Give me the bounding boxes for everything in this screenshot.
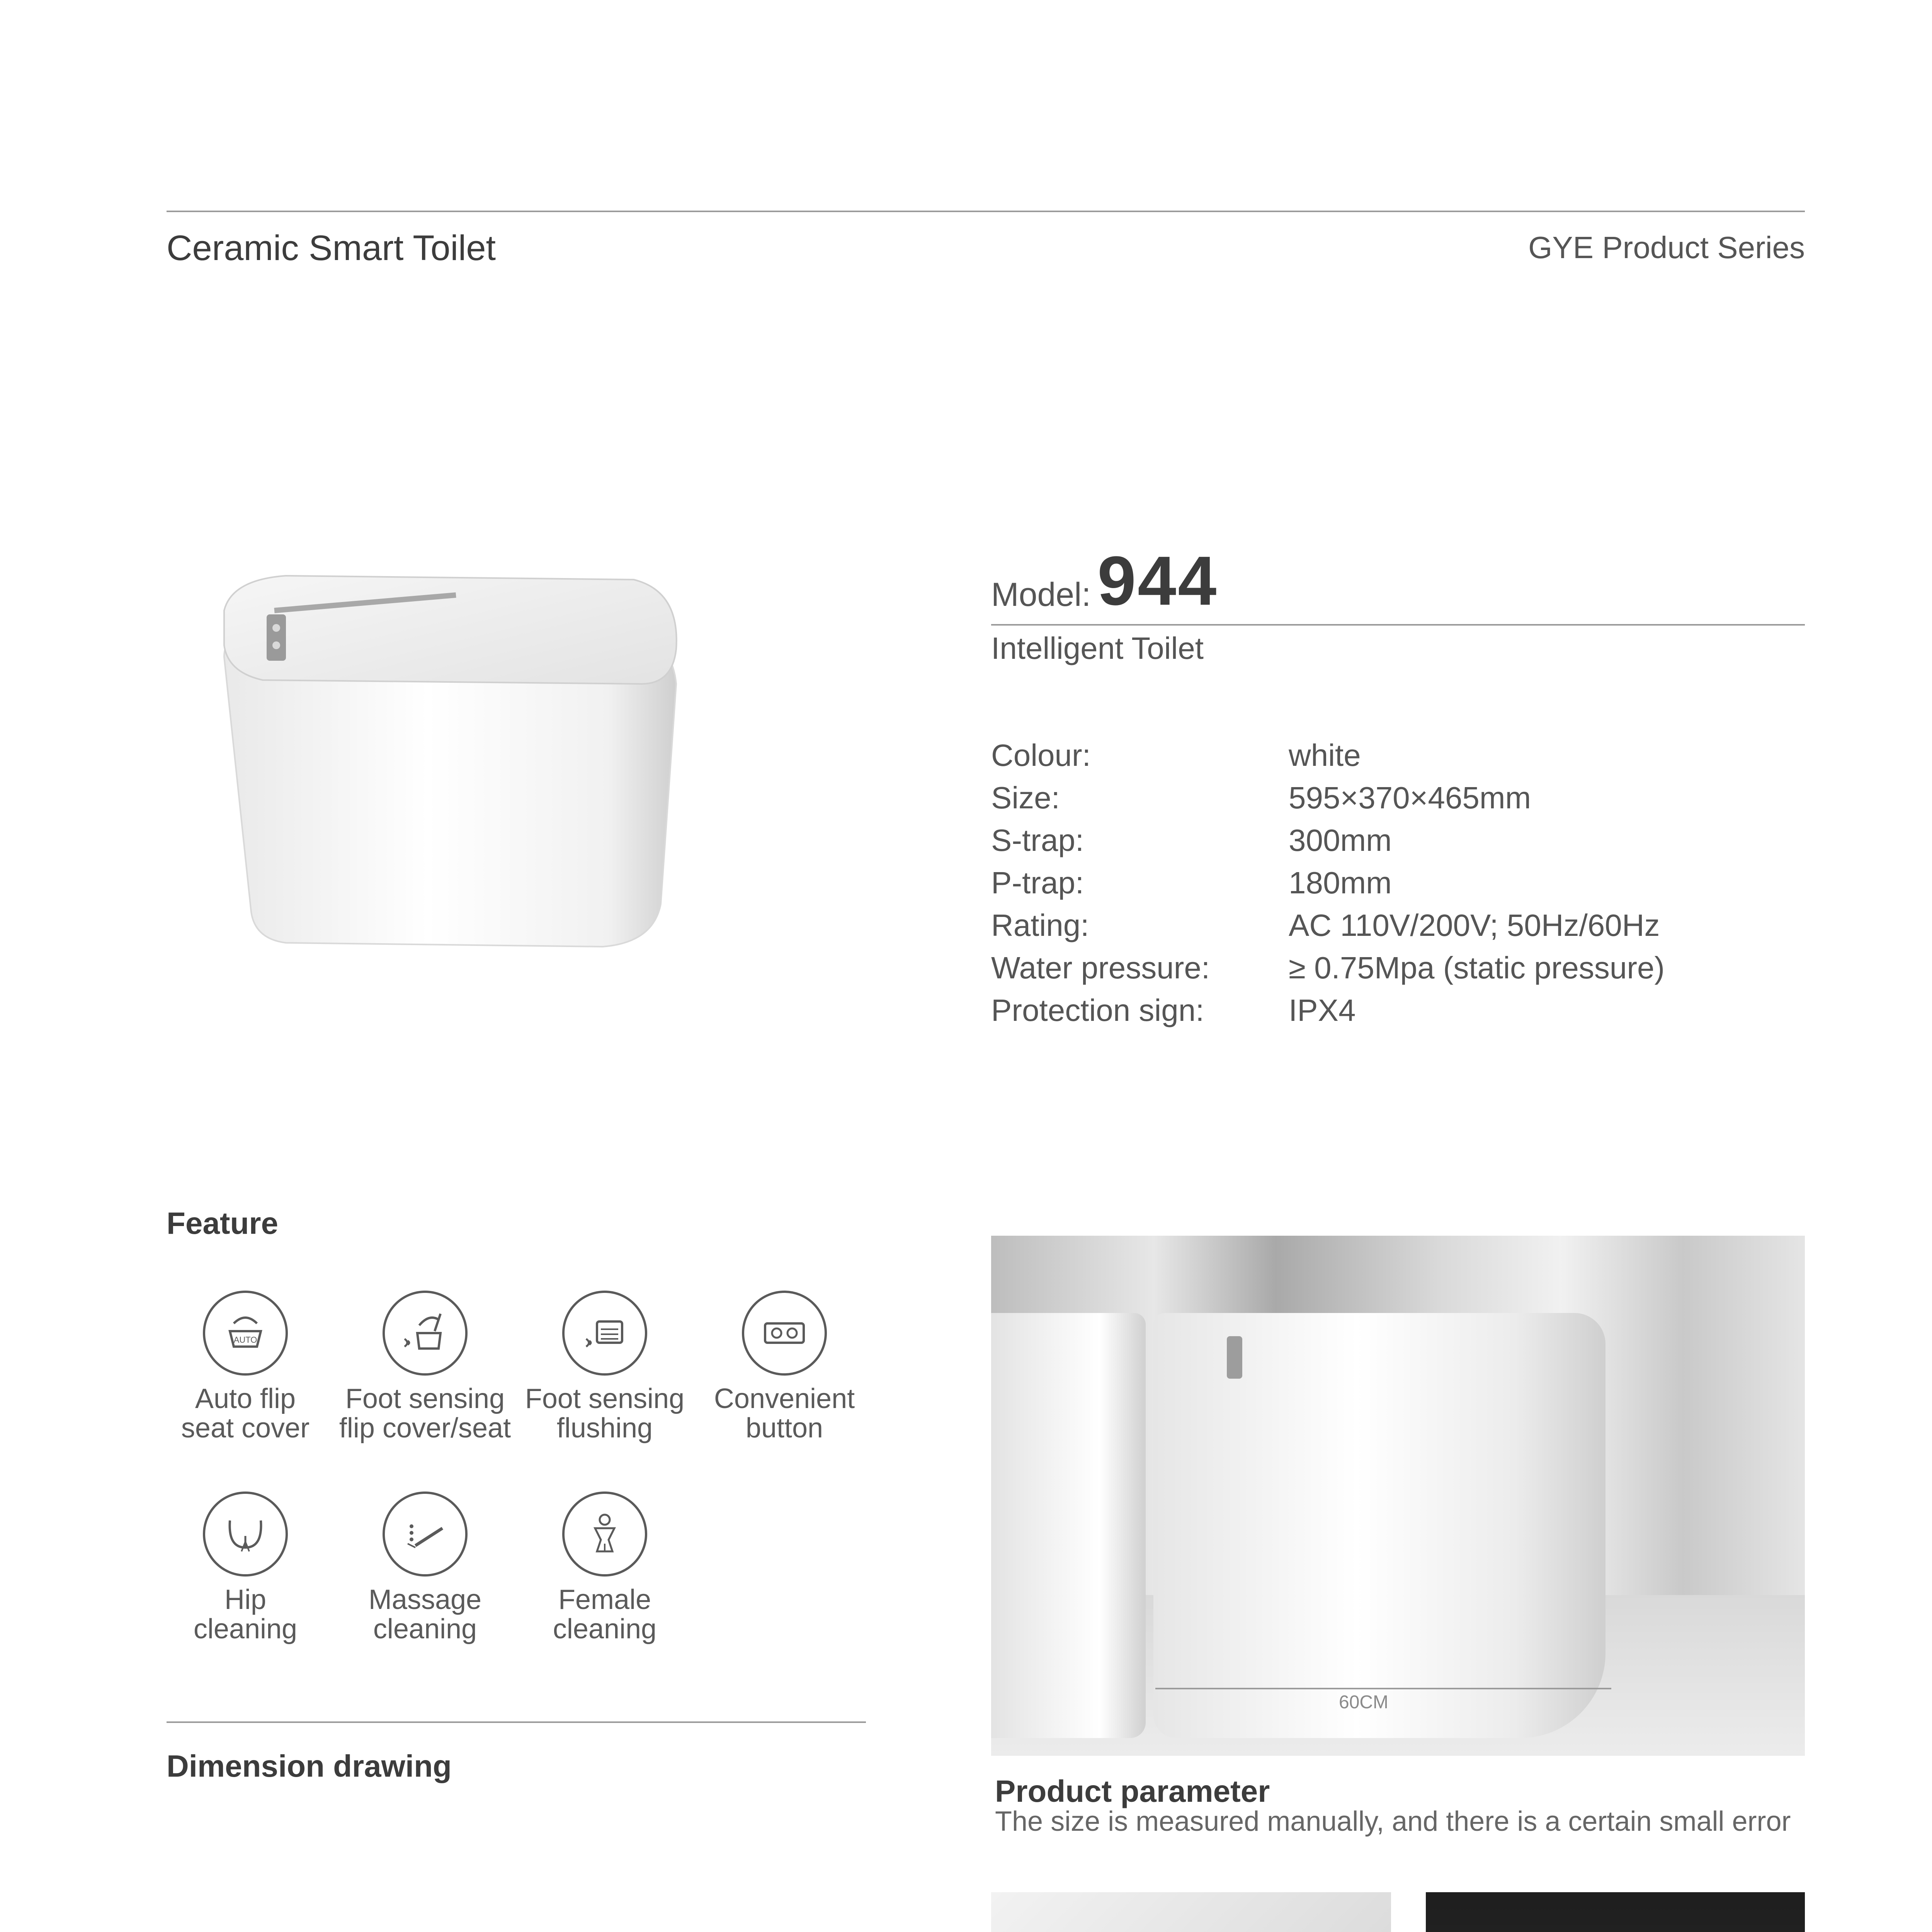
female-cleaning-icon	[562, 1492, 647, 1577]
feature-label: Convenient button	[714, 1383, 855, 1444]
feature-item	[334, 1492, 516, 1644]
model-label: Model:	[991, 576, 1091, 613]
feature-label: Massage cleaning	[368, 1584, 482, 1645]
feature-title: Feature	[167, 1206, 278, 1240]
hip-cleaning-icon	[203, 1492, 288, 1577]
foot-sensing-flip-icon	[383, 1291, 468, 1376]
spec-row	[991, 819, 1665, 862]
spec-key: Protection sign:	[991, 993, 1204, 1027]
dimension-rule	[167, 1721, 866, 1723]
model-number: 944	[1097, 542, 1218, 620]
spec-row	[991, 777, 1665, 819]
spec-value: 180mm	[1289, 866, 1392, 900]
header-rule	[167, 211, 1805, 212]
feature-label: Hip cleaning	[193, 1584, 298, 1645]
product-parameter-title: Product parameter	[995, 1774, 1270, 1808]
measure-label: 60CM	[1339, 1692, 1389, 1713]
feature-item	[514, 1492, 696, 1644]
dimension-title: Dimension drawing	[167, 1749, 452, 1783]
feature-item	[155, 1291, 336, 1443]
spec-row	[991, 947, 1665, 989]
page-title: Ceramic Smart Toilet	[167, 228, 496, 268]
product-parameter-photo	[991, 1236, 1805, 1756]
feature-grid	[155, 1291, 858, 1677]
spec-key: Colour:	[991, 738, 1091, 772]
spec-value: 300mm	[1289, 823, 1392, 857]
spec-row	[991, 989, 1665, 1032]
button-icon	[742, 1291, 827, 1376]
spec-key: Water pressure:	[991, 951, 1210, 985]
feature-label: Foot sensing flushing	[525, 1383, 685, 1444]
feature-item	[694, 1291, 875, 1443]
model-rule	[991, 624, 1805, 626]
spec-value: AC 110V/200V; 50Hz/60Hz	[1289, 908, 1660, 942]
auto-flip-icon	[203, 1291, 288, 1376]
feature-label: Auto flip seat cover	[181, 1383, 310, 1444]
feature-item	[514, 1291, 696, 1443]
product-image	[216, 556, 719, 997]
nozzle-photo	[991, 1892, 1391, 1932]
foot-sensing-flush-icon	[562, 1291, 647, 1376]
spec-row	[991, 734, 1665, 777]
spec-key: Rating:	[991, 908, 1089, 942]
feature-item	[334, 1291, 516, 1443]
feature-label: Foot sensing flip cover/seat	[339, 1383, 511, 1444]
spec-key: P-trap:	[991, 866, 1084, 900]
feature-item	[155, 1492, 336, 1644]
night-light-photo	[1426, 1892, 1805, 1932]
spec-value: white	[1289, 738, 1361, 772]
spec-key: Size:	[991, 781, 1060, 815]
product-type: Intelligent Toilet	[991, 631, 1204, 665]
feature-label: Female cleaning	[553, 1584, 657, 1645]
spec-row	[991, 904, 1665, 947]
product-parameter-text: The size is measured manually, and there is a certain small error	[995, 1806, 1791, 1837]
svg-text:AUTO: AUTO	[233, 1335, 257, 1345]
spec-value: 595×370×465mm	[1289, 781, 1531, 815]
spec-value: ≥ 0.75Mpa (static pressure)	[1289, 951, 1665, 985]
spec-key: S-trap:	[991, 823, 1084, 857]
massage-cleaning-icon	[383, 1492, 468, 1577]
series-label: GYE Product Series	[1528, 230, 1805, 265]
spec-table	[991, 734, 1665, 1032]
spec-value: IPX4	[1289, 993, 1356, 1027]
spec-row	[991, 862, 1665, 904]
